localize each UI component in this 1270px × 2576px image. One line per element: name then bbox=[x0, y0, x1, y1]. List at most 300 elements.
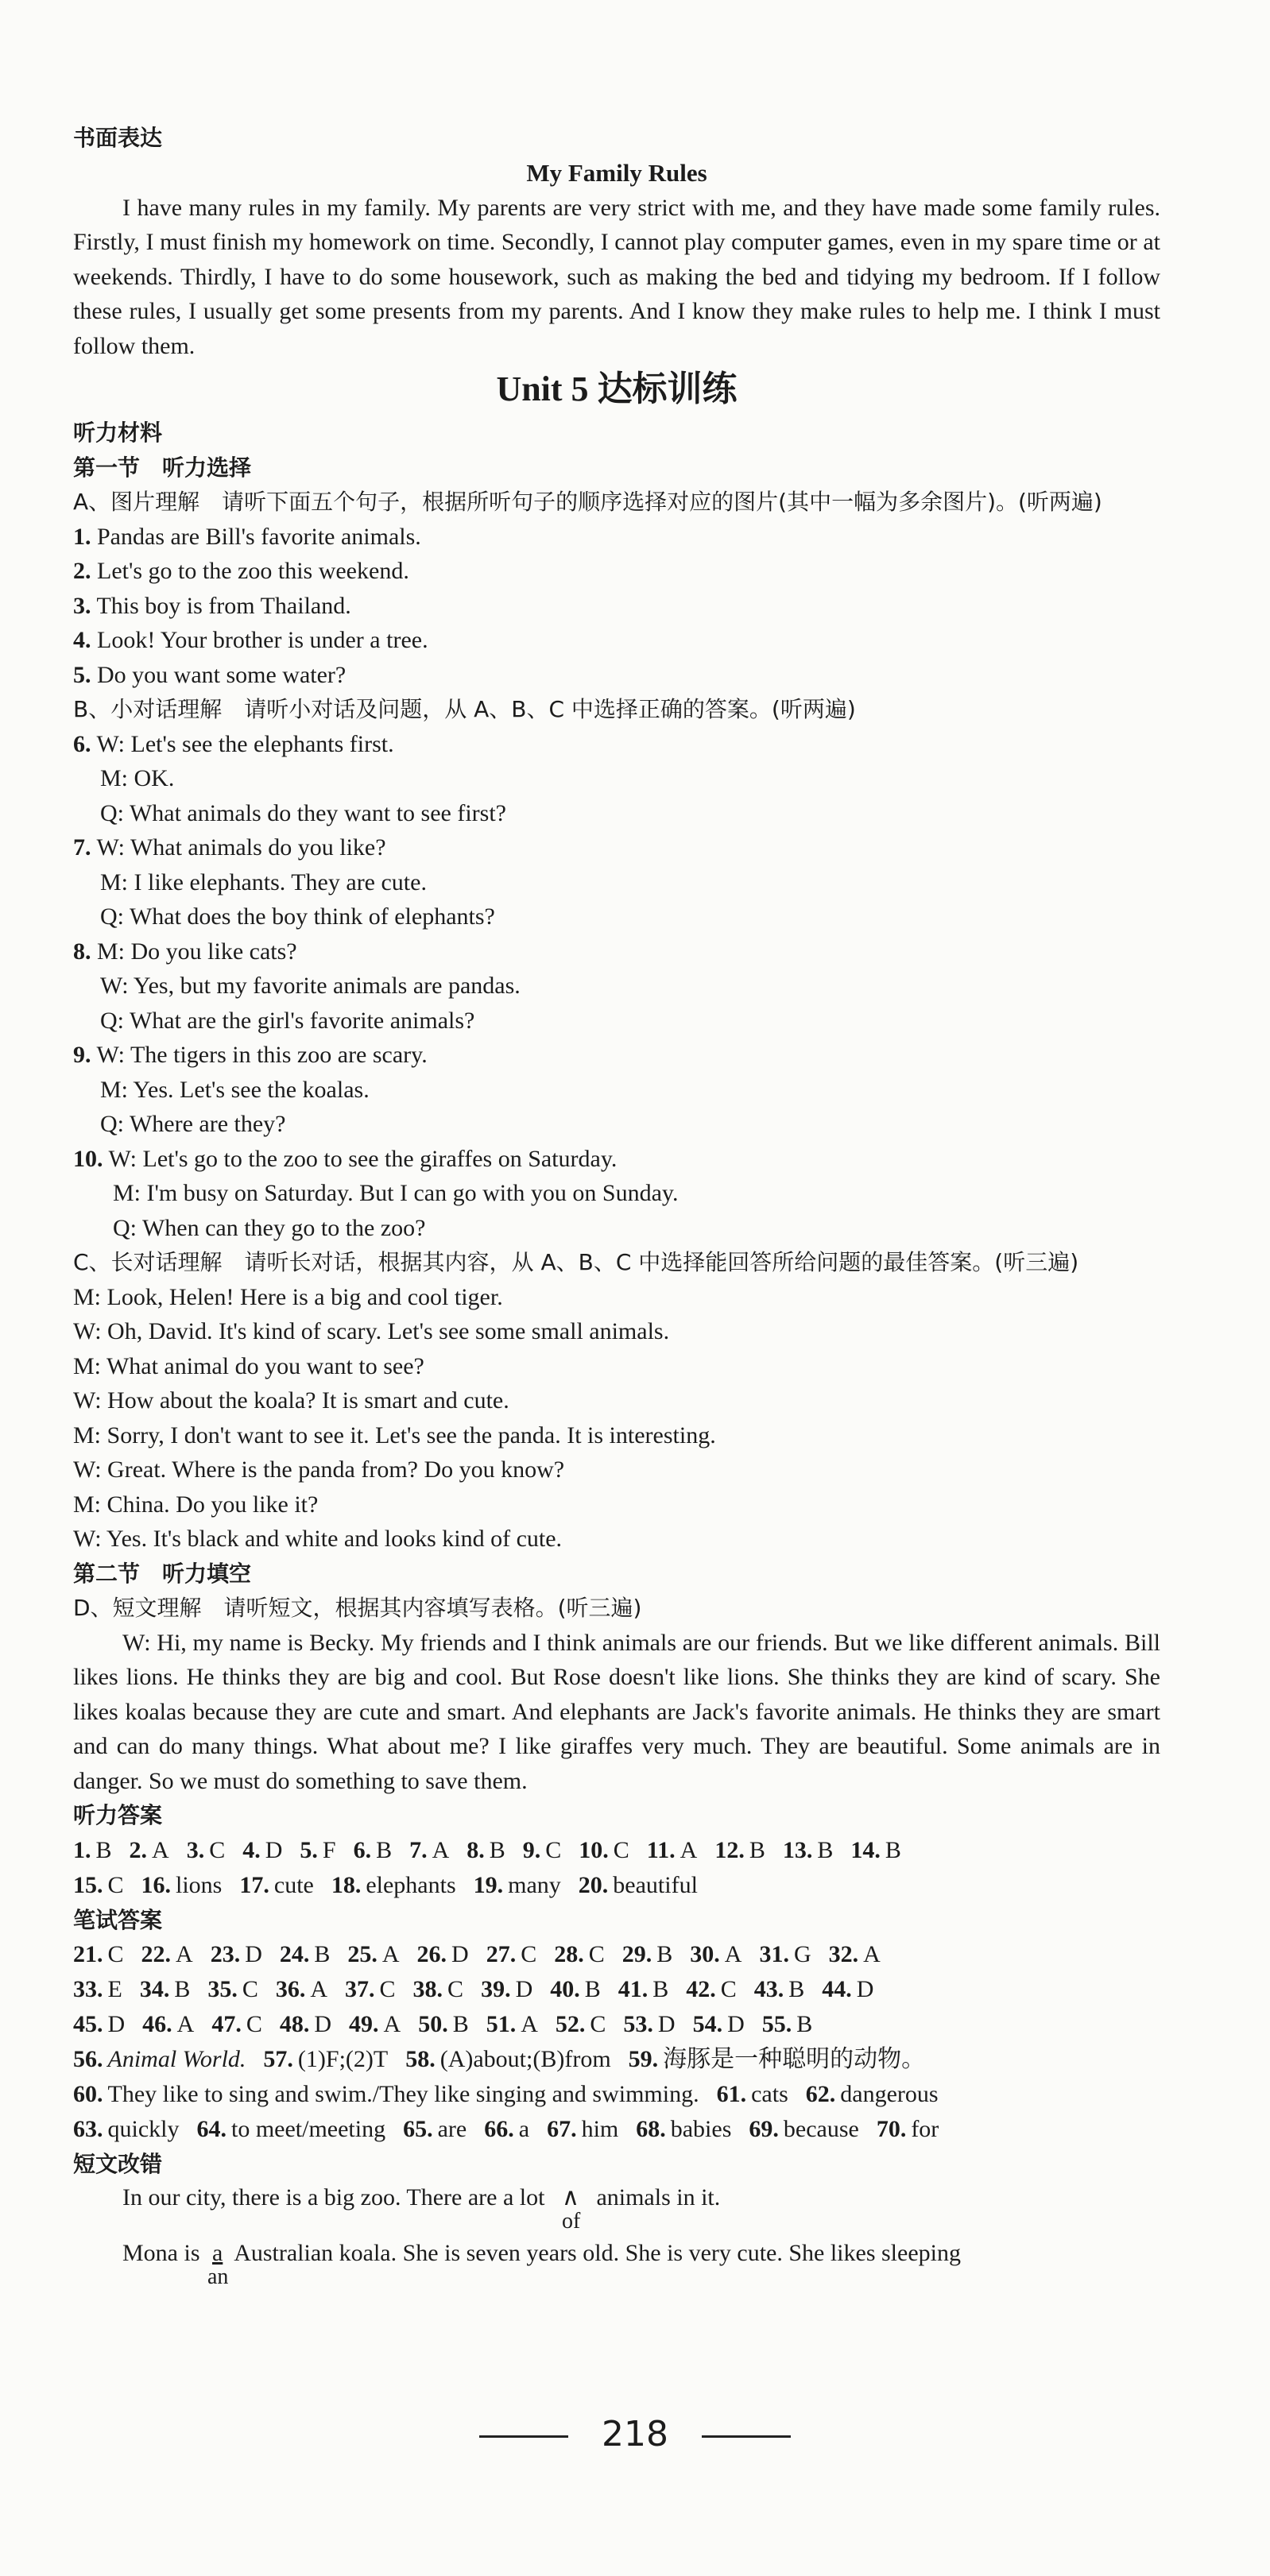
answer-number: 50. bbox=[418, 2011, 448, 2037]
dialog-question: Q: What animals do they want to see first? bbox=[100, 799, 506, 826]
answer-number: 12. bbox=[714, 1836, 745, 1863]
dialog-line: M: OK. bbox=[100, 765, 175, 791]
answer-row bbox=[73, 1937, 1160, 1972]
answer-item bbox=[141, 1868, 223, 1903]
answer-item bbox=[523, 1833, 562, 1868]
answer-value: B bbox=[796, 2011, 813, 2037]
answer-row bbox=[73, 2007, 1160, 2042]
page-footer bbox=[0, 2414, 1270, 2454]
answer-number: 52. bbox=[555, 2011, 586, 2037]
answer-number: 69. bbox=[749, 2116, 779, 2142]
unit-title-en: Unit 5 bbox=[496, 369, 589, 408]
answer-number: 28. bbox=[554, 1941, 584, 1967]
answer-value: beautiful bbox=[613, 1871, 698, 1898]
answer-value: lions bbox=[176, 1871, 223, 1898]
answer-item bbox=[806, 2077, 939, 2112]
answer-value: C bbox=[447, 1976, 464, 2002]
dialog-question: Q: What does the boy think of elephants? bbox=[100, 903, 495, 930]
answer-value: D bbox=[451, 1941, 469, 1967]
answer-number: 44. bbox=[822, 1976, 852, 2002]
answer-number: 26. bbox=[416, 1941, 447, 1967]
answer-value: C bbox=[246, 2011, 262, 2037]
answer-number: 17. bbox=[239, 1871, 269, 1898]
answer-number: 3. bbox=[186, 1836, 205, 1863]
answer-value: many bbox=[508, 1871, 561, 1898]
answer-value: D bbox=[727, 2011, 745, 2037]
answer-item bbox=[717, 2077, 788, 2112]
answer-value: D bbox=[107, 2011, 126, 2037]
listening-heading: 听力材料 bbox=[73, 420, 163, 446]
answer-item bbox=[73, 2112, 180, 2147]
answer-item bbox=[629, 2042, 926, 2077]
answer-value: A bbox=[152, 1836, 169, 1863]
answer-item bbox=[300, 1833, 335, 1868]
answer-value: D bbox=[314, 2011, 332, 2037]
dialog-line bbox=[73, 830, 1160, 865]
answer-item bbox=[481, 1972, 532, 2007]
partB-list bbox=[73, 727, 1160, 1246]
answer-item bbox=[354, 1833, 393, 1868]
footer-dash-left bbox=[479, 2435, 568, 2438]
writing-section bbox=[73, 121, 1160, 363]
partD-passage: W: Hi, my name is Becky. My friends and I think animals are our friends. But we like different animals. Bill likes lions. He thinks they are big and cool. But Rose doesn't like lions. She thinks they are kind of scary. She likes koalas because they are cute and smart. And elephants are Jack's favorite animals. He thinks they are smart and can do many things. What about me? I like giraffes very much. They are beautiful. Some animals are in danger. So we must do something to save them. bbox=[73, 1629, 1160, 1794]
list-item bbox=[73, 623, 1160, 658]
answer-item bbox=[347, 1937, 399, 1972]
answer-value: because bbox=[783, 2116, 859, 2142]
correction-line-2 bbox=[73, 2238, 1160, 2293]
listening-section1: 第一节 听力选择 bbox=[73, 454, 252, 481]
wrong-word: a bbox=[212, 2239, 223, 2266]
answer-number: 31. bbox=[759, 1941, 789, 1967]
answer-item bbox=[486, 1937, 537, 1972]
answer-number: 53. bbox=[623, 2011, 653, 2037]
dialog-question: Q: When can they go to the zoo? bbox=[113, 1214, 426, 1241]
dialog-text: W: Let's go to the zoo to see the giraffes on Saturday. bbox=[108, 1145, 618, 1172]
answer-value: C bbox=[107, 1871, 124, 1898]
answer-number: 4. bbox=[242, 1836, 261, 1863]
answer-value: cats bbox=[751, 2081, 788, 2107]
answer-value: babies bbox=[670, 2116, 732, 2142]
answer-value: elephants bbox=[366, 1871, 456, 1898]
dialog-line bbox=[73, 727, 1160, 762]
answer-value: D bbox=[245, 1941, 262, 1967]
answer-item bbox=[211, 2007, 262, 2042]
item-number: 10. bbox=[73, 1145, 103, 1172]
answer-number: 23. bbox=[210, 1941, 241, 1967]
answer-value: (A)about;(B)from bbox=[439, 2046, 611, 2072]
answer-value: B bbox=[489, 1836, 505, 1863]
list-item bbox=[73, 554, 1160, 589]
item-number: 7. bbox=[73, 834, 91, 861]
correction-text: animals in it. bbox=[596, 2183, 721, 2210]
answer-value: C bbox=[613, 1836, 629, 1863]
dialog-line: W: Yes. It's black and white and looks kind of cute. bbox=[73, 1526, 563, 1552]
answer-value: A bbox=[724, 1941, 742, 1967]
answer-row bbox=[73, 1833, 1160, 1868]
answer-value: (1)F;(2)T bbox=[297, 2046, 389, 2072]
answer-item bbox=[413, 1972, 464, 2007]
answer-item bbox=[618, 1972, 669, 2007]
answer-value: dangerous bbox=[840, 2081, 939, 2107]
answer-item bbox=[554, 1937, 605, 1972]
answer-item bbox=[349, 2007, 401, 2042]
essay-paragraph: I have many rules in my family. My parents are very strict with me, and they have made some family rules. Firstly, I must finish my homework on time. Secondly, I cannot play computer games, even in my spare time or at weekends. Thirdly, I have to do some housework, such as making the bed and tidying my bedroom. If I follow these rules, I usually get some presents from my parents. And I know they make rules to help me. I think I must follow them. bbox=[73, 194, 1160, 359]
answer-item bbox=[636, 2112, 731, 2147]
answer-value: for bbox=[911, 2116, 939, 2142]
answer-value: C bbox=[379, 1976, 396, 2002]
answer-row bbox=[73, 1868, 1160, 1903]
answer-item bbox=[211, 1937, 262, 1972]
answer-item bbox=[409, 1833, 449, 1868]
essay-title: My Family Rules bbox=[526, 158, 707, 187]
answer-value: B bbox=[652, 1976, 669, 2002]
answer-item bbox=[263, 2042, 388, 2077]
answer-item bbox=[280, 1937, 331, 1972]
answer-row bbox=[73, 2077, 1160, 2112]
partA-list bbox=[73, 520, 1160, 693]
caret-mark: ∧ bbox=[561, 2183, 579, 2210]
answer-value: C bbox=[107, 1941, 124, 1967]
answer-number: 41. bbox=[618, 1976, 649, 2002]
answer-item bbox=[73, 1937, 124, 1972]
answer-item bbox=[550, 1972, 601, 2007]
answer-item bbox=[556, 2007, 606, 2042]
answer-value: to meet/meeting bbox=[231, 2116, 386, 2142]
list-item bbox=[73, 589, 1160, 624]
answer-value: 海豚是一种聪明的动物。 bbox=[663, 2045, 926, 2073]
page-number: 218 bbox=[602, 2414, 668, 2454]
answer-number: 40. bbox=[550, 1976, 580, 2002]
answer-number: 5. bbox=[300, 1836, 318, 1863]
answer-number: 42. bbox=[686, 1976, 716, 2002]
item-number: 9. bbox=[73, 1042, 91, 1068]
answer-value: B bbox=[174, 1976, 191, 2002]
answer-value: D bbox=[657, 2011, 676, 2037]
answer-item bbox=[783, 1833, 834, 1868]
answer-value: F bbox=[322, 1836, 336, 1863]
dialog-line bbox=[73, 934, 1160, 969]
partA-instruction: A、图片理解 请听下面五个句子，根据所听句子的顺序选择对应的图片(其中一幅为多余图片)。(听两遍) bbox=[73, 489, 1102, 515]
answer-number: 68. bbox=[636, 2116, 666, 2142]
answer-number: 15. bbox=[73, 1871, 103, 1898]
answer-number: 36. bbox=[275, 1976, 306, 2002]
answer-item bbox=[579, 1833, 629, 1868]
answer-item bbox=[73, 2077, 699, 2112]
listening-section2: 第二节 听力填空 bbox=[73, 1560, 252, 1587]
answer-item bbox=[759, 1937, 811, 1972]
answer-value: B bbox=[95, 1836, 112, 1863]
writing-heading: 书面表达 bbox=[73, 125, 163, 151]
answer-item bbox=[547, 2112, 618, 2147]
answer-number: 21. bbox=[73, 1941, 103, 1967]
partC-instruction: C、长对话理解 请听长对话，根据其内容，从 A、B、C 中选择能回答所给问题的最佳答案。(听三遍) bbox=[73, 1249, 1079, 1275]
answer-item bbox=[579, 1868, 698, 1903]
correction-text: In our city, there is a big zoo. There are a lot bbox=[122, 2183, 545, 2210]
answer-value: B bbox=[584, 1976, 601, 2002]
answer-item bbox=[693, 2007, 745, 2042]
dialog-question: Q: Where are they? bbox=[100, 1111, 286, 1137]
answer-value: B bbox=[656, 1941, 673, 1967]
answer-number: 70. bbox=[876, 2116, 907, 2142]
answer-number: 11. bbox=[646, 1836, 676, 1863]
answer-item bbox=[242, 1833, 282, 1868]
answer-item bbox=[647, 1833, 698, 1868]
answer-number: 60. bbox=[73, 2081, 103, 2107]
answer-number: 38. bbox=[412, 1976, 443, 2002]
answer-number: 47. bbox=[211, 2011, 242, 2037]
answer-item bbox=[73, 2007, 125, 2042]
unit-section bbox=[73, 362, 1160, 2293]
answer-value: a bbox=[518, 2116, 530, 2142]
item-number: 8. bbox=[73, 938, 91, 965]
answer-item bbox=[187, 1833, 226, 1868]
answer-number: 58. bbox=[405, 2046, 436, 2072]
answer-number: 51. bbox=[486, 2011, 517, 2037]
answer-item bbox=[345, 1972, 396, 2007]
answer-item bbox=[141, 1937, 193, 1972]
answer-item bbox=[130, 1833, 169, 1868]
dialog-text: W: What animals do you like? bbox=[96, 834, 386, 861]
answer-item bbox=[239, 1868, 313, 1903]
answer-number: 1. bbox=[73, 1836, 91, 1863]
correction-text: Australian koala. She is seven years old. She is very cute. She likes sleeping bbox=[234, 2239, 961, 2266]
answer-item bbox=[280, 2007, 331, 2042]
correction-line-1 bbox=[73, 2182, 1160, 2238]
answer-value: A bbox=[383, 2011, 401, 2037]
answer-item bbox=[822, 1972, 873, 2007]
answer-item bbox=[73, 1868, 124, 1903]
dialog-line: M: What animal do you want to see? bbox=[73, 1352, 424, 1379]
answer-number: 8. bbox=[467, 1836, 485, 1863]
answer-item bbox=[754, 1972, 805, 2007]
answer-value: B bbox=[452, 2011, 469, 2037]
answer-number: 25. bbox=[347, 1941, 378, 1967]
answer-row bbox=[73, 2042, 1160, 2077]
answer-value: C bbox=[588, 1941, 605, 1967]
answer-number: 7. bbox=[409, 1836, 428, 1863]
answer-value: G bbox=[793, 1941, 811, 1967]
answer-item bbox=[418, 2007, 469, 2042]
answer-value: B bbox=[885, 1836, 901, 1863]
insert-word: of bbox=[561, 2208, 581, 2234]
answer-value: E bbox=[107, 1976, 122, 2002]
answer-value: A bbox=[176, 2011, 195, 2037]
item-number: 4. bbox=[73, 627, 91, 653]
item-number: 5. bbox=[73, 661, 91, 688]
answer-value: C bbox=[209, 1836, 226, 1863]
answer-number: 30. bbox=[690, 1941, 720, 1967]
answer-item bbox=[622, 1937, 673, 1972]
answer-number: 29. bbox=[621, 1941, 652, 1967]
answer-value: him bbox=[581, 2116, 619, 2142]
answer-number: 48. bbox=[279, 2011, 310, 2037]
dialog-line: M: China. Do you like it? bbox=[73, 1491, 319, 1518]
answer-value: C bbox=[545, 1836, 562, 1863]
answer-number: 61. bbox=[716, 2081, 747, 2107]
answer-value: C bbox=[720, 1976, 737, 2002]
answer-item bbox=[484, 2112, 529, 2147]
answer-value: B bbox=[749, 1836, 765, 1863]
answer-value: A bbox=[680, 1836, 698, 1863]
answer-number: 34. bbox=[139, 1976, 170, 2002]
answer-item bbox=[73, 1972, 122, 2007]
answer-number: 62. bbox=[805, 2081, 836, 2107]
dialog-text: W: The tigers in this zoo are scary. bbox=[96, 1042, 428, 1068]
answer-item bbox=[417, 1937, 469, 1972]
list-item bbox=[73, 520, 1160, 555]
answer-item bbox=[140, 1972, 191, 2007]
dialog-line: M: Sorry, I don't want to see it. Let's see the panda. It is interesting. bbox=[73, 1421, 716, 1449]
answer-number: 57. bbox=[263, 2046, 293, 2072]
answer-value: cute bbox=[273, 1871, 314, 1898]
answer-number: 14. bbox=[850, 1836, 881, 1863]
item-text: This boy is from Thailand. bbox=[96, 592, 351, 619]
answer-item bbox=[850, 1833, 901, 1868]
item-text: Look! Your brother is under a tree. bbox=[97, 627, 428, 653]
answer-number: 59. bbox=[628, 2046, 659, 2072]
answer-number: 13. bbox=[782, 1836, 813, 1863]
item-number: 3. bbox=[73, 592, 91, 619]
item-text: Pandas are Bill's favorite animals. bbox=[97, 523, 421, 550]
answer-value: C bbox=[590, 2011, 606, 2037]
answer-row bbox=[73, 2112, 1160, 2147]
answer-number: 19. bbox=[473, 1871, 504, 1898]
answer-number: 22. bbox=[141, 1941, 172, 1967]
answer-item bbox=[207, 1972, 258, 2007]
answer-item bbox=[142, 2007, 194, 2042]
answer-value: are bbox=[437, 2116, 467, 2142]
answer-number: 20. bbox=[578, 1871, 609, 1898]
answer-item bbox=[623, 2007, 675, 2042]
answer-item bbox=[403, 2112, 467, 2147]
answer-value: B bbox=[314, 1941, 331, 1967]
answer-item bbox=[877, 2112, 939, 2147]
answer-number: 45. bbox=[73, 2011, 103, 2037]
answer-number: 33. bbox=[73, 1976, 103, 2002]
answer-item bbox=[762, 2007, 813, 2042]
item-number: 2. bbox=[73, 558, 91, 584]
answer-row bbox=[73, 1972, 1160, 2007]
answer-number: 39. bbox=[481, 1976, 511, 2002]
answer-item bbox=[686, 1972, 737, 2007]
answer-value: A bbox=[432, 1836, 450, 1863]
replacement-mark bbox=[206, 2238, 229, 2289]
item-text: Let's go to the zoo this weekend. bbox=[97, 558, 409, 584]
item-number: 1. bbox=[73, 523, 91, 550]
dialog-question: Q: What are the girl's favorite animals? bbox=[100, 1007, 475, 1034]
dialog-line: W: Oh, David. It's kind of scary. Let's see some small animals. bbox=[73, 1318, 670, 1344]
dialog-line: M: I'm busy on Saturday. But I can go with you on Sunday. bbox=[113, 1180, 679, 1206]
list-item bbox=[73, 658, 1160, 693]
correction-text: Mona is bbox=[122, 2239, 200, 2266]
partD-instruction: D、短文理解 请听短文，根据其内容填写表格。(听三遍) bbox=[73, 1595, 642, 1621]
answer-value: They like to sing and swim./They like singing and swimming. bbox=[107, 2081, 699, 2107]
answer-value: C bbox=[242, 1976, 258, 2002]
answer-number: 46. bbox=[142, 2011, 172, 2037]
dialog-line: W: Yes, but my favorite animals are pandas. bbox=[100, 973, 521, 999]
answer-item bbox=[690, 1937, 741, 1972]
answer-item bbox=[405, 2042, 610, 2077]
answer-value: A bbox=[381, 1941, 400, 1967]
answer-number: 66. bbox=[484, 2116, 514, 2142]
dialog-line: M: Yes. Let's see the koalas. bbox=[100, 1076, 370, 1103]
partC-dialog bbox=[73, 1280, 1160, 1557]
dialog-line: M: I like elephants. They are cute. bbox=[100, 868, 427, 895]
fix-word: an bbox=[207, 2264, 229, 2289]
answer-value: A bbox=[310, 1976, 328, 2002]
partB-instruction: B、小对话理解 请听小对话及问题，从 A、B、C 中选择正确的答案。(听两遍) bbox=[73, 696, 856, 722]
answer-item bbox=[276, 1972, 327, 2007]
dialog-text: M: Do you like cats? bbox=[97, 938, 297, 965]
unit-title bbox=[73, 365, 1160, 414]
written-answers-heading: 笔试答案 bbox=[73, 1906, 163, 1933]
answer-value: D bbox=[265, 1836, 283, 1863]
dialog-line bbox=[73, 1142, 1160, 1177]
answer-number: 54. bbox=[692, 2011, 723, 2037]
answer-item bbox=[331, 1868, 456, 1903]
answer-value: quickly bbox=[107, 2116, 180, 2142]
unit-title-cn: 达标训练 bbox=[597, 369, 738, 409]
correction-heading: 短文改错 bbox=[73, 2151, 163, 2177]
answer-value: A bbox=[521, 2011, 538, 2037]
answer-number: 37. bbox=[345, 1976, 375, 2002]
answer-value: A bbox=[863, 1941, 881, 1967]
answer-value: B bbox=[376, 1836, 393, 1863]
dialog-line: W: How about the koala? It is smart and cute. bbox=[73, 1387, 509, 1414]
answer-number: 2. bbox=[129, 1836, 148, 1863]
listening-answers-heading: 听力答案 bbox=[73, 1802, 163, 1828]
answer-number: 9. bbox=[522, 1836, 541, 1863]
dialog-line: W: Great. Where is the panda from? Do you know? bbox=[73, 1456, 565, 1483]
answer-value: B bbox=[817, 1836, 834, 1863]
answer-item bbox=[467, 1833, 505, 1868]
answer-value: C bbox=[521, 1941, 537, 1967]
answer-number: 55. bbox=[761, 2011, 792, 2037]
answer-number: 18. bbox=[331, 1871, 362, 1898]
answer-number: 32. bbox=[828, 1941, 859, 1967]
answer-number: 6. bbox=[353, 1836, 372, 1863]
answer-value: D bbox=[856, 1976, 874, 2002]
answer-number: 27. bbox=[486, 1941, 517, 1967]
answer-number: 49. bbox=[349, 2011, 379, 2037]
answer-number: 67. bbox=[547, 2116, 577, 2142]
answer-number: 10. bbox=[579, 1836, 609, 1863]
dialog-line: M: Look, Helen! Here is a big and cool tiger. bbox=[73, 1283, 503, 1310]
answer-value: D bbox=[515, 1976, 533, 2002]
answer-item bbox=[197, 2112, 386, 2147]
answer-number: 35. bbox=[207, 1976, 238, 2002]
answer-number: 24. bbox=[279, 1941, 310, 1967]
dialog-line bbox=[73, 1038, 1160, 1073]
footer-dash-right bbox=[702, 2435, 791, 2438]
item-number: 6. bbox=[73, 730, 91, 757]
insertion-mark bbox=[551, 2182, 590, 2234]
answer-item bbox=[714, 1833, 765, 1868]
answer-item bbox=[73, 2042, 246, 2077]
answer-number: 65. bbox=[403, 2116, 433, 2142]
answer-item bbox=[829, 1937, 881, 1972]
answer-item bbox=[73, 1833, 112, 1868]
dialog-text: W: Let's see the elephants first. bbox=[96, 730, 394, 757]
answer-number: 43. bbox=[753, 1976, 784, 2002]
answer-number: 16. bbox=[141, 1871, 172, 1898]
item-text: Do you want some water? bbox=[97, 661, 347, 688]
answer-value: B bbox=[788, 1976, 805, 2002]
answer-item bbox=[474, 1868, 561, 1903]
answer-number: 56. bbox=[73, 2046, 103, 2072]
answer-number: 64. bbox=[196, 2116, 227, 2142]
answer-item bbox=[749, 2112, 858, 2147]
